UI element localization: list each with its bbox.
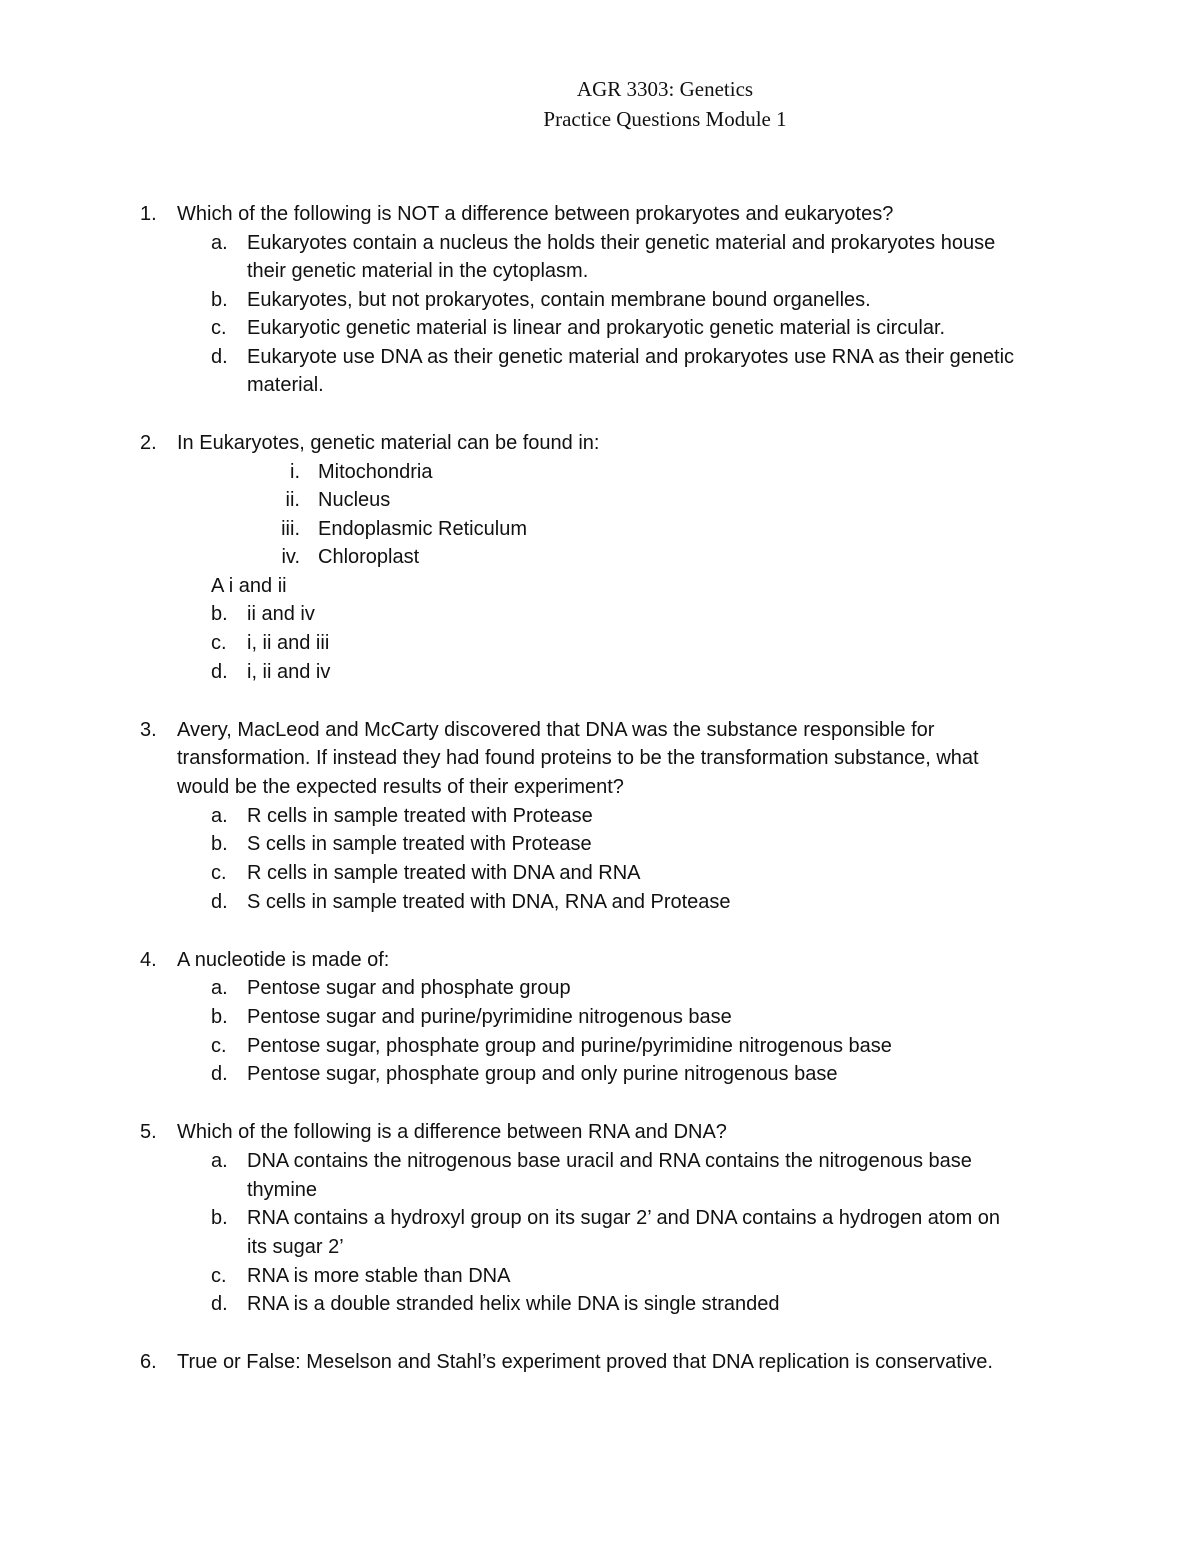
option-text: R cells in sample treated with Protease (247, 805, 593, 827)
roman-item-text: Chloroplast (318, 546, 420, 568)
question-text: In Eukaryotes, genetic material can be found in: (177, 432, 600, 454)
option-text: Eukaryotic genetic material is linear and prokaryotic genetic material is circular. (247, 317, 946, 339)
option-text: i, ii and iii (247, 632, 330, 654)
option-label: d. (211, 661, 228, 683)
question-text: True or False: Meselson and Stahl’s experiment proved that DNA replication is conservative. (177, 1351, 993, 1373)
question-number: 1. (140, 203, 157, 225)
question-text: A nucleotide is made of: (177, 949, 390, 971)
option-text-continued: thymine (247, 1179, 318, 1201)
roman-item-text: Nucleus (318, 489, 391, 511)
roman-label: i. (290, 461, 300, 483)
option-text: RNA is more stable than DNA (247, 1265, 511, 1287)
question-text: Which of the following is NOT a difference between prokaryotes and eukaryotes? (177, 203, 894, 225)
roman-label: iii. (281, 518, 300, 540)
option-label: a. (211, 977, 228, 999)
option-label: d. (211, 891, 228, 913)
option-label: c. (211, 862, 227, 884)
roman-label: ii. (285, 489, 300, 511)
option-text: Eukaryotes contain a nucleus the holds their genetic material and prokaryotes house (247, 232, 996, 254)
option-label: b. (211, 603, 228, 625)
option-label: c. (211, 1265, 227, 1287)
option-label: b. (211, 1207, 228, 1229)
option-text: Eukaryotes, but not prokaryotes, contain membrane bound organelles. (247, 289, 871, 311)
option-label: c. (211, 317, 227, 339)
question-number: 4. (140, 949, 157, 971)
question-text: Which of the following is a difference between RNA and DNA? (177, 1121, 727, 1143)
option-label: b. (211, 833, 228, 855)
option-text: Pentose sugar, phosphate group and only purine nitrogenous base (247, 1063, 838, 1085)
question-number: 6. (140, 1351, 157, 1373)
option-label: d. (211, 346, 228, 368)
document-title: Practice Questions Module 1 (543, 107, 787, 131)
option-text: A i and ii (211, 575, 287, 597)
option-label: d. (211, 1063, 228, 1085)
option-text: ii and iv (247, 603, 315, 625)
option-label: a. (211, 232, 228, 254)
option-label: b. (211, 1006, 228, 1028)
roman-item-text: Endoplasmic Reticulum (318, 518, 527, 540)
option-text: RNA is a double stranded helix while DNA is single stranded (247, 1293, 780, 1315)
option-text: DNA contains the nitrogenous base uracil and RNA contains the nitrogenous base (247, 1150, 972, 1172)
option-label: d. (211, 1293, 228, 1315)
option-label: c. (211, 1035, 227, 1057)
option-text-continued: material. (247, 374, 324, 396)
question-number: 5. (140, 1121, 157, 1143)
option-text: S cells in sample treated with Protease (247, 833, 592, 855)
option-text: Eukaryote use DNA as their genetic material and prokaryotes use RNA as their genetic (247, 346, 1015, 368)
question-text-continued: would be the expected results of their experiment? (177, 776, 624, 798)
option-label: a. (211, 1150, 228, 1172)
course-title (0, 74, 1200, 134)
option-label: a. (211, 805, 228, 827)
roman-item-text: Mitochondria (318, 461, 433, 483)
option-text: S cells in sample treated with DNA, RNA and Protease (247, 891, 731, 913)
option-text: Pentose sugar and purine/pyrimidine nitrogenous base (247, 1006, 732, 1028)
option-text-continued: their genetic material in the cytoplasm. (247, 260, 589, 282)
course-code: AGR 3303: Genetics (576, 77, 754, 101)
option-text: Pentose sugar, phosphate group and purine/pyrimidine nitrogenous base (247, 1035, 892, 1057)
option-text: i, ii and iv (247, 661, 331, 683)
option-text: Pentose sugar and phosphate group (247, 977, 571, 999)
option-text: R cells in sample treated with DNA and RNA (247, 862, 641, 884)
option-label: b. (211, 289, 228, 311)
question-number: 2. (140, 432, 157, 454)
option-label: c. (211, 632, 227, 654)
roman-label: iv. (281, 546, 300, 568)
option-text: RNA contains a hydroxyl group on its sugar 2’ and DNA contains a hydrogen atom on (247, 1207, 1001, 1229)
question-text: Avery, MacLeod and McCarty discovered that DNA was the substance responsible for (177, 719, 935, 741)
question-number: 3. (140, 719, 157, 741)
question-text-continued: transformation. If instead they had found proteins to be the transformation substance, what (177, 747, 979, 769)
option-text-continued: its sugar 2’ (247, 1236, 344, 1258)
